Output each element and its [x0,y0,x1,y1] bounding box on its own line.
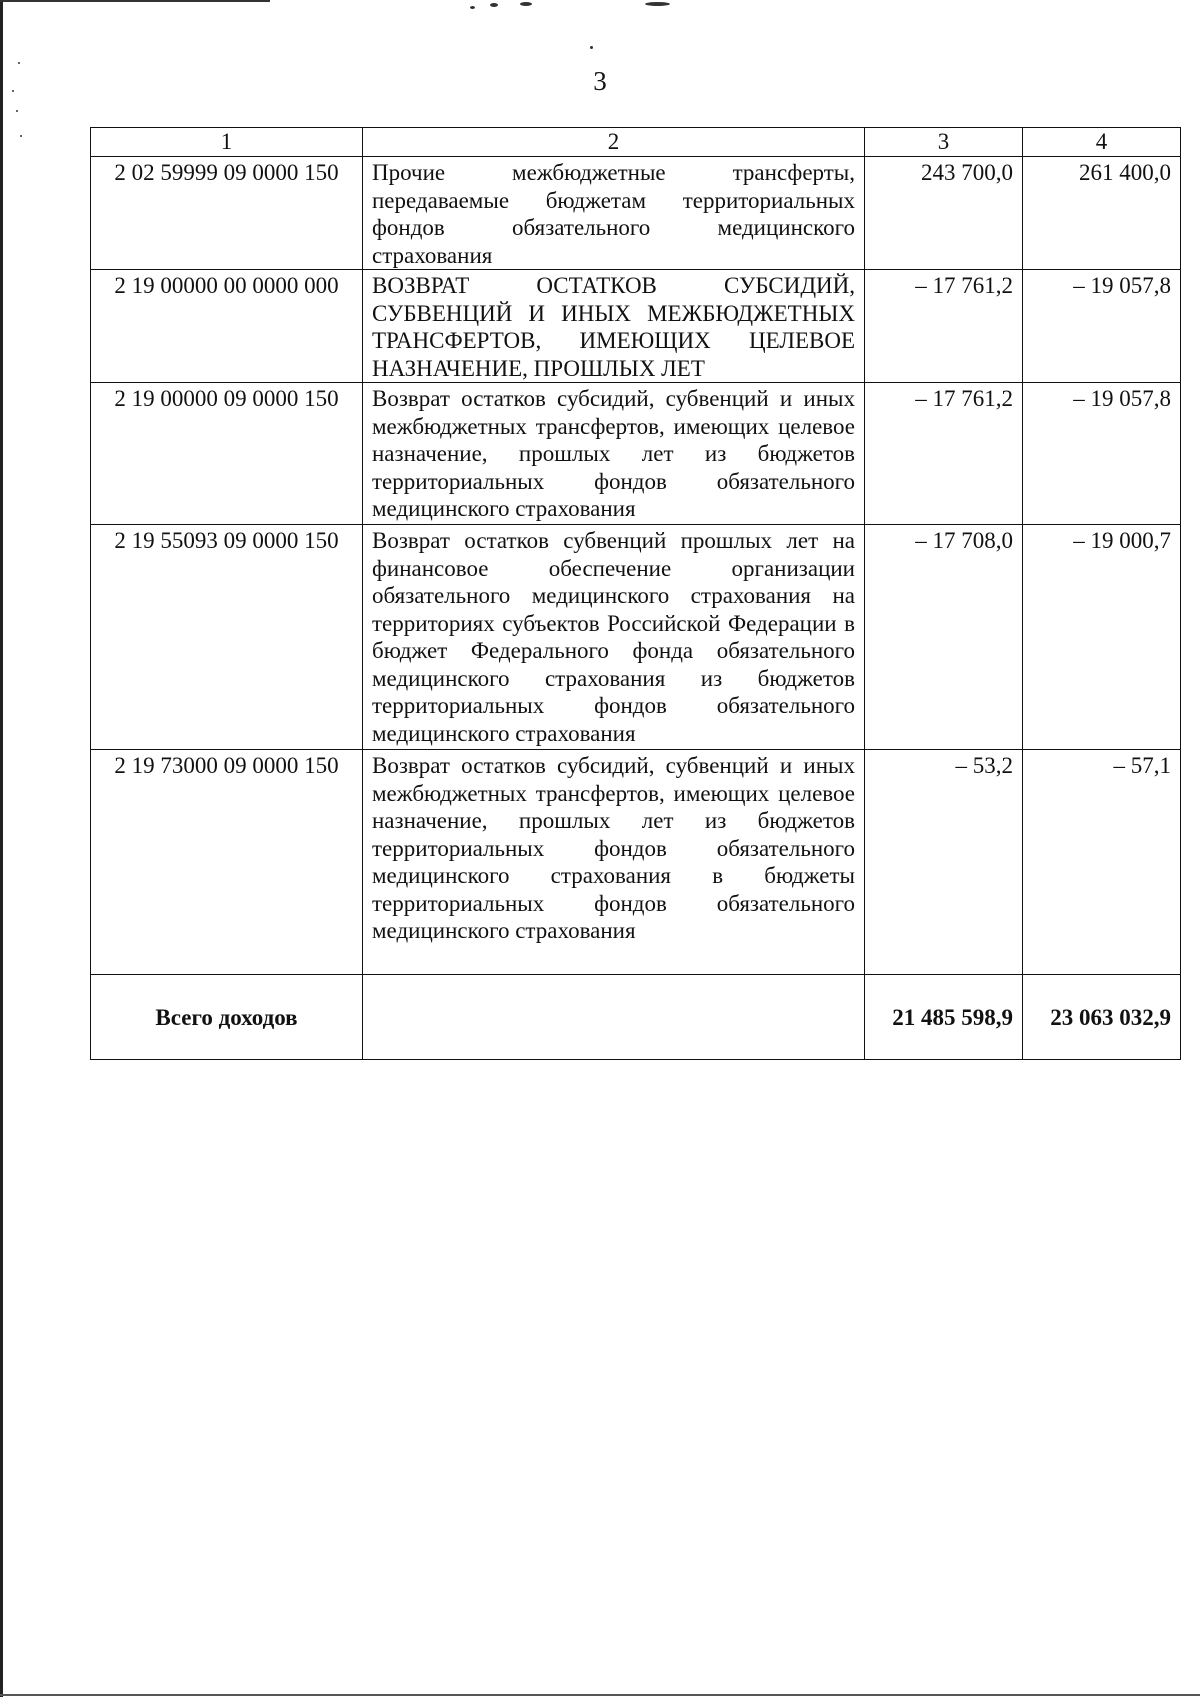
total-empty-cell [363,975,865,1060]
budget-table [90,127,1181,1060]
amount-col3-cell: – 17 761,2 [865,270,1023,383]
scan-speck [490,3,498,7]
total-label: Всего доходов [91,975,363,1060]
table-row [91,383,1181,525]
amount-col3-cell: – 17 708,0 [865,525,1023,750]
scan-speck [470,6,475,9]
table-row [91,750,1181,975]
scan-edge-top [0,0,270,2]
description-cell: Возврат остатков субсидий, субвенций и иных межбюджетных трансфертов, имеющих целевое назначение, прошлых лет из бюджетов территориальных фондов обязательного медицинского страхования в бюджеты территориальных фондов обязательного медицинского страхования [363,750,865,975]
column-header: 1 [91,128,363,157]
scan-speck [16,110,18,112]
amount-col4-cell: – 19 057,8 [1023,270,1181,383]
table-row [91,270,1181,383]
amount-col4-cell: – 57,1 [1023,750,1181,975]
amount-col4-cell: 261 400,0 [1023,157,1181,270]
amount-col4-cell: – 19 057,8 [1023,383,1181,525]
column-header: 4 [1023,128,1181,157]
total-col4-cell: 23 063 032,9 [1023,975,1181,1060]
budget-code-cell: 2 19 73000 09 0000 150 [91,750,363,975]
description-cell: Прочие межбюджетные трансферты, передаваемые бюджетам территориальных фондов обязательного медицинского страхования [363,157,865,270]
table-row [91,525,1181,750]
scan-edge-left [0,0,3,1697]
amount-col4-cell: – 19 000,7 [1023,525,1181,750]
total-row [91,975,1181,1060]
budget-code-cell: 2 02 59999 09 0000 150 [91,157,363,270]
scan-edge-bottom [0,1694,1200,1696]
description-cell: Возврат остатков субсидий, субвенций и иных межбюджетных трансфертов, имеющих целевое назначение, прошлых лет из бюджетов территориальных фондов обязательного медицинского страхования [363,383,865,525]
amount-col3-cell: – 17 761,2 [865,383,1023,525]
table-row [91,157,1181,270]
description-cell: Возврат остатков субвенций прошлых лет на финансовое обеспечение организации обязательного медицинского страхования на территориях субъектов Российской Федерации в бюджет Федерального фонда обязательного медицинского страхования из бюджетов территориальных фондов обязательного медицинского страхования [363,525,865,750]
scan-speck [645,2,670,6]
scan-speck [520,2,532,6]
budget-code-cell: 2 19 00000 09 0000 150 [91,383,363,525]
total-col3-cell: 21 485 598,9 [865,975,1023,1060]
amount-col3-cell: – 53,2 [865,750,1023,975]
scan-speck [590,46,593,49]
page-number: 3 [593,66,607,96]
budget-code-cell: 2 19 55093 09 0000 150 [91,525,363,750]
budget-code-cell: 2 19 00000 00 0000 000 [91,270,363,383]
scan-speck [20,135,22,137]
header-row [91,128,1181,157]
scan-speck [18,62,20,64]
column-header: 3 [865,128,1023,157]
description-cell: ВОЗВРАТ ОСТАТКОВ СУБСИДИЙ, СУБВЕНЦИЙ И ИНЫХ МЕЖБЮДЖЕТНЫХ ТРАНСФЕРТОВ, ИМЕЮЩИХ ЦЕЛЕВОЕ НАЗНАЧЕНИЕ, ПРОШЛЫХ ЛЕТ [363,270,865,383]
amount-col3-cell: 243 700,0 [865,157,1023,270]
column-header: 2 [363,128,865,157]
